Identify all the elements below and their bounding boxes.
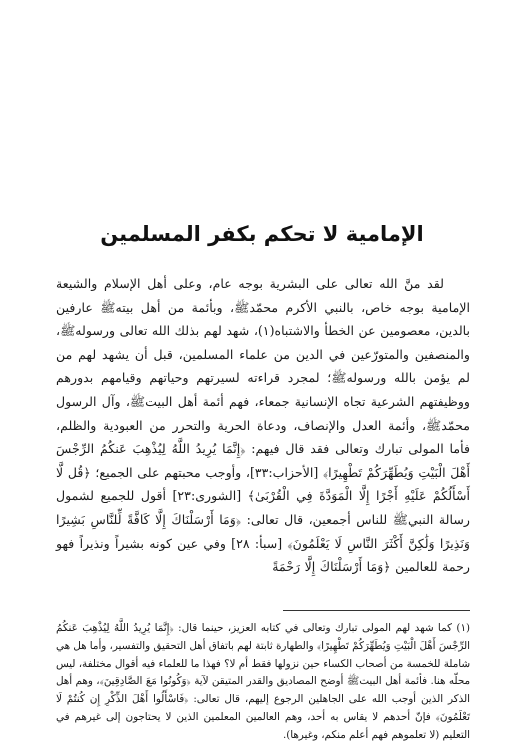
body-text [56, 272, 470, 579]
footnote-1: (١) كما شهد لهم المولى تبارك وتعالى في كتابه العزيز، حينما قال: ﴿إِنَّمَا يُرِيدُ اللَّهُ لِيُذْهِبَ عَنكُمُ الرِّجْسَ أَهْلَ الْبَيْتِ وَيُطَهِّرَكُمْ تَطْهِيرًا﴾ والطهارة ثابتة لهم باتفاق أهل التحقيق والتفسير، وأما هل هي شاملة للخمسة من أصحاب الكساء حين نزولها فقط أم لا؟ فهذا ما للعلماء فيه أقوال مختلفة، ليس محلّه هنا. فأئمة أهل البيتﷺ أوضح المصاديق والقدر المتيقن لآية ﴿وَكُونُوا مَعَ الصَّادِقِينَ﴾، وهم أهل الذكر الذين أوجب الله على الجاهلين الرجوع إليهم، قال تعالى: ﴿فَاسْأَلُوا أَهْلَ الذِّكْرِ إِن كُنتُمْ لَا تَعْلَمُونَ﴾ فإنّ أحدهم لا يقاس به أحد، وهم العالمين المعلمين الذين لا يحتاجون إلى غيرهم في التعليم (لا تعلموهم فهم أعلم منكم، وغيرها). [56, 622, 470, 741]
page-title: الإمامية لا تحكم بكفر المسلمين [100, 222, 424, 246]
body-paragraph: لقد منَّ الله تعالى على البشرية بوجه عام، وعلى أهل الإسلام والشيعة الإمامية بوجه خاص، بالنبي الأكرم محمّدﷺ، وبأئمة من أهل بيتهﷺ عارفين بالدين، معصومين عن الخطأ والاشتباه(١)، شهد لهم بذلك الله تعالى ورسولهﷺ، والمنصفين والمتورّعين في الدين من علماء المسلمين، قبل أن يشهد لهم من لم يؤمن بالله ورسولهﷺ؛ لمجرد قراءته لسيرتهم وحياتهم وقيامهم بدورهم ووظيفتهم الشرعية تجاه الإنسانية جمعاء، فهم أئمة أهل البيتﷺ، وآل الرسول محمّدﷺ، وأئمة العدل والإنصاف، ودعاة الحرية والتحرر من العبودية والظلم، فأما المولى تبارك وتعالى فقد قال فيهم: ﴿إِنَّمَا يُرِيدُ اللَّهُ لِيُذْهِبَ عَنكُمُ الرِّجْسَ أَهْلَ الْبَيْتِ وَيُطَهِّرَكُمْ تَطْهِيرًا﴾ [الأحزاب:٣٣]، وأوجب محبتهم على الجميع؛ ﴿قُل لَّا أَسْأَلُكُمْ عَلَيْهِ أَجْرًا إِلَّا الْمَوَدَّةَ فِي الْقُرْبَىٰ﴾ [الشورى:٢٣] أقول للجميع لشمول رسالة النبيﷺ للناس أجمعين، قال تعالى: ﴿وَمَا أَرْسَلْنَاكَ إِلَّا كَافَّةً لِّلنَّاسِ بَشِيرًا وَنَذِيرًا وَلَٰكِنَّ أَكْثَرَ النَّاسِ لَا يَعْلَمُونَ﴾ [سبأ: ٢٨] وفي عين كونه بشيراً ونذيراً فهو رحمة للعالمين ﴿وَمَا أَرْسَلْنَاكَ إِلَّا رَحْمَةً [56, 276, 470, 575]
footnotes [56, 620, 470, 745]
footnote-divider [283, 610, 470, 611]
